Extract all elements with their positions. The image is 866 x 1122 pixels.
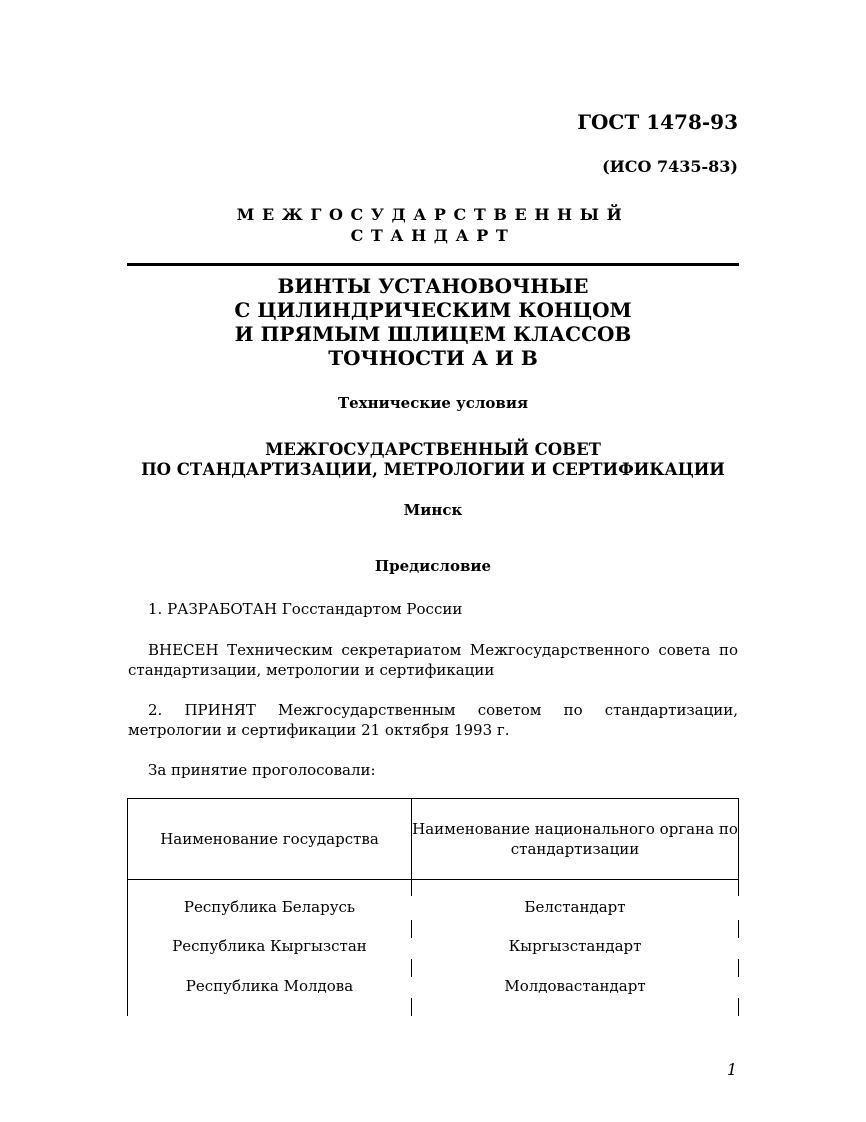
header-rule: [127, 263, 739, 266]
table-divider-segment: [738, 998, 739, 1016]
foreword-paragraph-2: ВНЕСЕН Техническим секретариатом Межгосударственного совета по стандартизации, метрологии и сертификации: [128, 641, 738, 679]
table-divider-segment: [411, 998, 412, 1016]
standard-kind-line-2: СТАНДАРТ: [350, 226, 516, 245]
table-cell-body: Белстандарт: [524, 898, 626, 916]
foreword-paragraph-1: 1. РАЗРАБОТАН Госстандартом России: [148, 600, 463, 618]
table-divider-segment: [738, 920, 739, 938]
document-title: [128, 274, 738, 370]
table-header-body: Наименование национального органа по стандартизации: [412, 820, 738, 858]
table-cell-body: Кыргызстандарт: [508, 937, 642, 955]
foreword-paragraph-4: За принятие проголосовали:: [148, 761, 376, 779]
publisher-line-1: МЕЖГОСУДАРСТВЕННЫЙ СОВЕТ: [265, 440, 601, 459]
table-border-top: [127, 798, 739, 799]
table-divider-segment: [738, 959, 739, 977]
page-number: 1: [726, 1060, 737, 1079]
table-cell-state: Республика Молдова: [185, 977, 354, 995]
table-cell-state: Республика Кыргызстан: [172, 937, 367, 955]
standard-kind-line-1: МЕЖГОСУДАРСТВЕННЫЙ: [236, 205, 630, 224]
title-line-4: ТОЧНОСТИ А И В: [328, 346, 538, 370]
table-divider-segment: [411, 959, 412, 977]
publisher-city: Минск: [403, 501, 463, 519]
foreword-heading: Предисловие: [374, 557, 492, 575]
table-header-state: Наименование государства: [160, 830, 379, 848]
table-divider-segment: [411, 920, 412, 938]
document-subtitle: Технические условия: [337, 394, 529, 412]
title-line-1: ВИНТЫ УСТАНОВОЧНЫЕ: [277, 274, 589, 298]
publisher-name: [128, 440, 738, 480]
foreword-paragraph-3: 2. ПРИНЯТ Межгосударственным советом по стандартизации, метрологии и сертификации 21 октября 1993 г.: [128, 701, 738, 739]
table-header-divider: [127, 879, 739, 880]
title-line-2: С ЦИЛИНДРИЧЕСКИМ КОНЦОМ: [234, 298, 632, 322]
gost-number: ГОСТ 1478-93: [577, 110, 738, 134]
publisher-line-2: ПО СТАНДАРТИЗАЦИИ, МЕТРОЛОГИИ И СЕРТИФИКАЦИИ: [141, 460, 725, 479]
iso-number: (ИСО 7435-83): [602, 157, 738, 176]
table-border-right: [738, 798, 739, 896]
table-cell-body: Молдовастандарт: [504, 977, 646, 995]
title-line-3: И ПРЯМЫМ ШЛИЦЕМ КЛАССОВ: [234, 322, 632, 346]
table-cell-state: Республика Беларусь: [183, 898, 356, 916]
